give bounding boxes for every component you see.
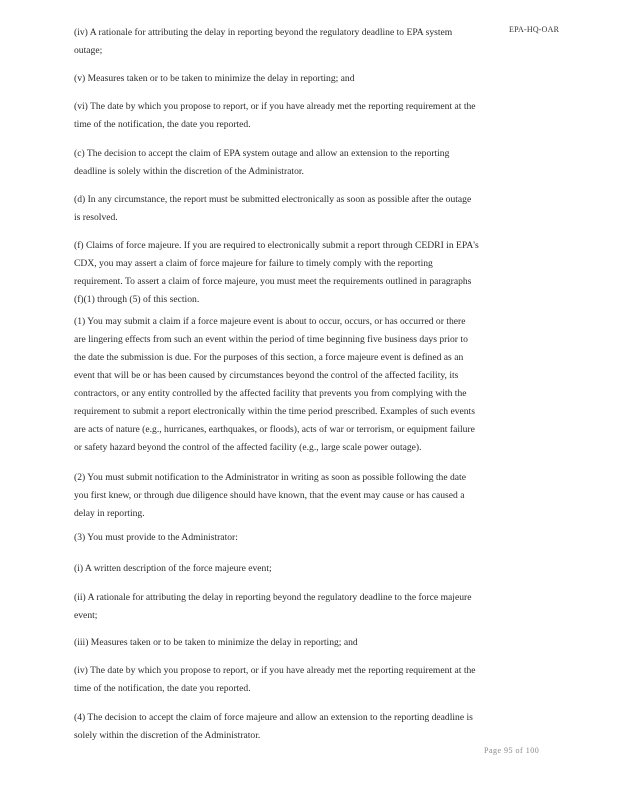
- paragraph-force-majeure-event: (1) You may submit a claim if a force majeure event is about to occur, occurs, or has occurred or there are lingering effects from such an event within the period of time beginning five business days prior to the date the submission is due. For the purposes of this section, a force majeure event is defined as an event that will be or has been caused by circumstances beyond the control of the affected facility, its contractors, or any entity controlled by the affected facility that prevents you from complying with the requirement to submit a report electronically within the time period prescribed. Examples of such events are acts of nature (e.g., hurricanes, earthquakes, or floods), acts of war or terrorism, or equipment failure or safety hazard beyond the control of the affected facility (e.g., large scale power outage).: [74, 316, 475, 453]
- paragraph-outage-measures: (v) Measures taken or to be taken to minimize the delay in reporting; and: [74, 73, 355, 84]
- paragraph-force-majeure-claims: (f) Claims of force majeure. If you are required to electronically submit a report through CEDRI in EPA's CDX, you may assert a claim of force majeure for failure to timely comply with the reporting requirement. To assert a claim of force majeure, you must meet the requirements outlined in paragraphs (f)(1) through (5) of this section.: [74, 240, 479, 305]
- paragraph-force-majeure-date: (iv) The date by which you propose to report, or if you have already met the reporting requirement at the time of the notification, the date you reported.: [74, 665, 476, 694]
- paragraph-outage-rationale: (iv) A rationale for attributing the delay in reporting beyond the regulatory deadline to EPA system outage;: [74, 27, 453, 56]
- paragraph-force-majeure-notify: (2) You must submit notification to the Administrator in writing as soon as possible following the date you first knew, or through due diligence should have known, that the event may cause or has caused a delay in reporting.: [74, 472, 466, 519]
- paragraph-force-majeure-measures: (iii) Measures taken or to be taken to minimize the delay in reporting; and: [74, 637, 358, 648]
- page-number: Page 95 of 100: [484, 746, 540, 755]
- paragraph-outage-decision: (c) The decision to accept the claim of EPA system outage and allow an extension to the reporting deadline is solely within the discretion of the Administrator.: [74, 148, 450, 177]
- paragraph-force-majeure-provide: (3) You must provide to the Administrator:: [74, 532, 238, 543]
- paragraph-outage-date: (vi) The date by which you propose to report, or if you have already met the reporting requirement at the time of the notification, the date you reported.: [74, 101, 476, 130]
- paragraph-force-majeure-rationale: (ii) A rationale for attributing the delay in reporting beyond the regulatory deadline to the force majeure event;: [74, 592, 472, 621]
- paragraph-force-majeure-decision: (4) The decision to accept the claim of force majeure and allow an extension to the reporting deadline is solely within the discretion of the Administrator.: [74, 712, 473, 741]
- paragraph-outage-submission: (d) In any circumstance, the report must be submitted electronically as soon as possible after the outage is resolved.: [74, 194, 472, 223]
- document-id: EPA-HQ-OAR: [509, 25, 560, 34]
- paragraph-force-majeure-description: (i) A written description of the force majeure event;: [74, 563, 272, 574]
